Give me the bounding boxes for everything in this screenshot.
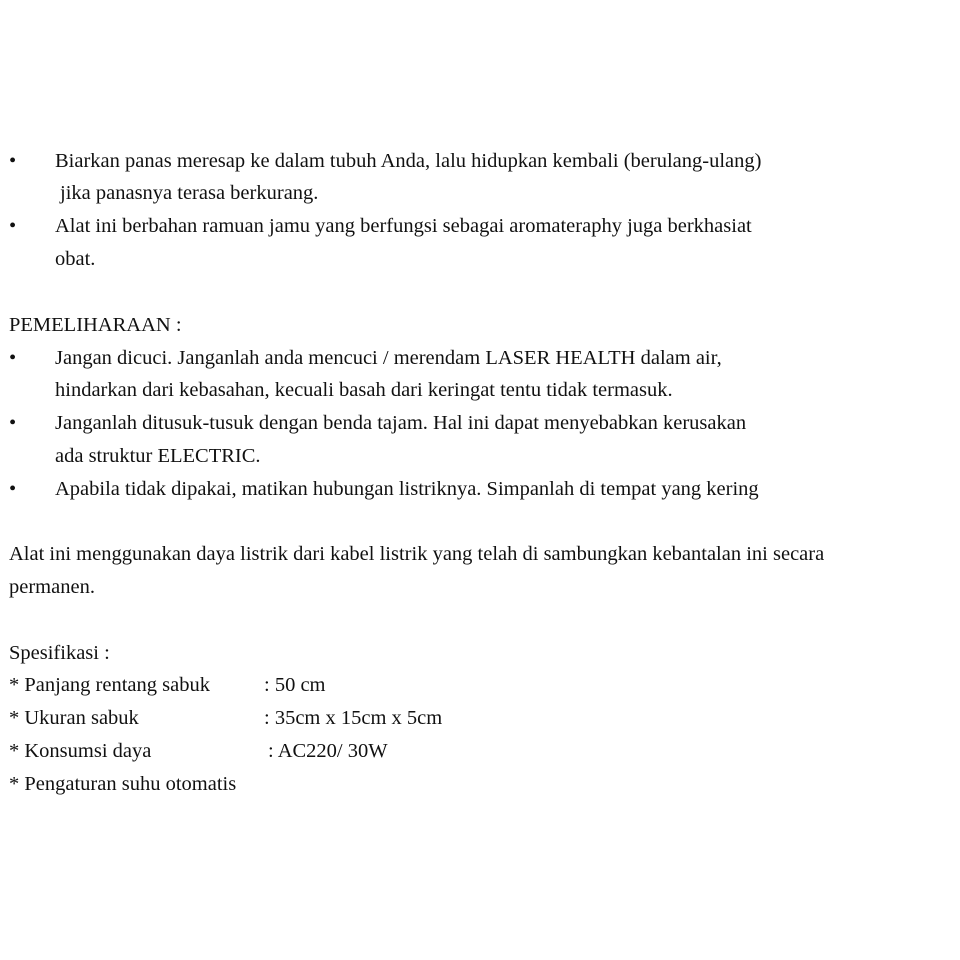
spec-value-power: : AC220/ 30W (268, 740, 388, 762)
usage-bullet-1-line-2: jika panasnya terasa berkurang. (60, 182, 319, 204)
spec-label-length: * Panjang rentang sabuk (9, 674, 210, 696)
usage-bullet-2-line-2: obat. (55, 248, 96, 270)
usage-bullet-1-line-1: Biarkan panas meresap ke dalam tubuh Anda, lalu hidupkan kembali (berulang-ulang) (55, 150, 762, 172)
power-note-line-1: Alat ini menggunakan daya listrik dari kabel listrik yang telah di sambungkan kebantalan ini secara (9, 543, 825, 565)
bullet-marker: • (9, 215, 17, 237)
maintenance-bullet-1-line-2: hindarkan dari kebasahan, kecuali basah dari keringat tentu tidak termasuk. (55, 379, 673, 401)
spec-label-auto-temp: * Pengaturan suhu otomatis (9, 773, 237, 795)
bullet-marker: • (9, 478, 17, 500)
maintenance-heading: PEMELIHARAAN : (9, 314, 182, 336)
power-note-line-2: permanen. (9, 576, 95, 598)
maintenance-bullet-2-line-1: Janganlah ditusuk-tusuk dengan benda tajam. Hal ini dapat menyebabkan kerusakan (55, 412, 747, 434)
specs-heading: Spesifikasi : (9, 642, 110, 664)
spec-label-power: * Konsumsi daya (9, 740, 152, 762)
bullet-marker: • (9, 412, 17, 434)
maintenance-bullet-2-line-2: ada struktur ELECTRIC. (55, 445, 261, 467)
maintenance-bullet-1-line-1: Jangan dicuci. Janganlah anda mencuci / merendam LASER HEALTH dalam air, (55, 347, 722, 369)
bullet-marker: • (9, 347, 17, 369)
spec-value-length: : 50 cm (264, 674, 326, 696)
spec-value-size: : 35cm x 15cm x 5cm (264, 707, 443, 729)
spec-label-size: * Ukuran sabuk (9, 707, 139, 729)
maintenance-bullet-3-line-1: Apabila tidak dipakai, matikan hubungan listriknya. Simpanlah di tempat yang kering (55, 478, 759, 500)
usage-bullet-2-line-1: Alat ini berbahan ramuan jamu yang berfungsi sebagai aromateraphy juga berkhasiat (55, 215, 752, 237)
bullet-marker: • (9, 150, 17, 172)
